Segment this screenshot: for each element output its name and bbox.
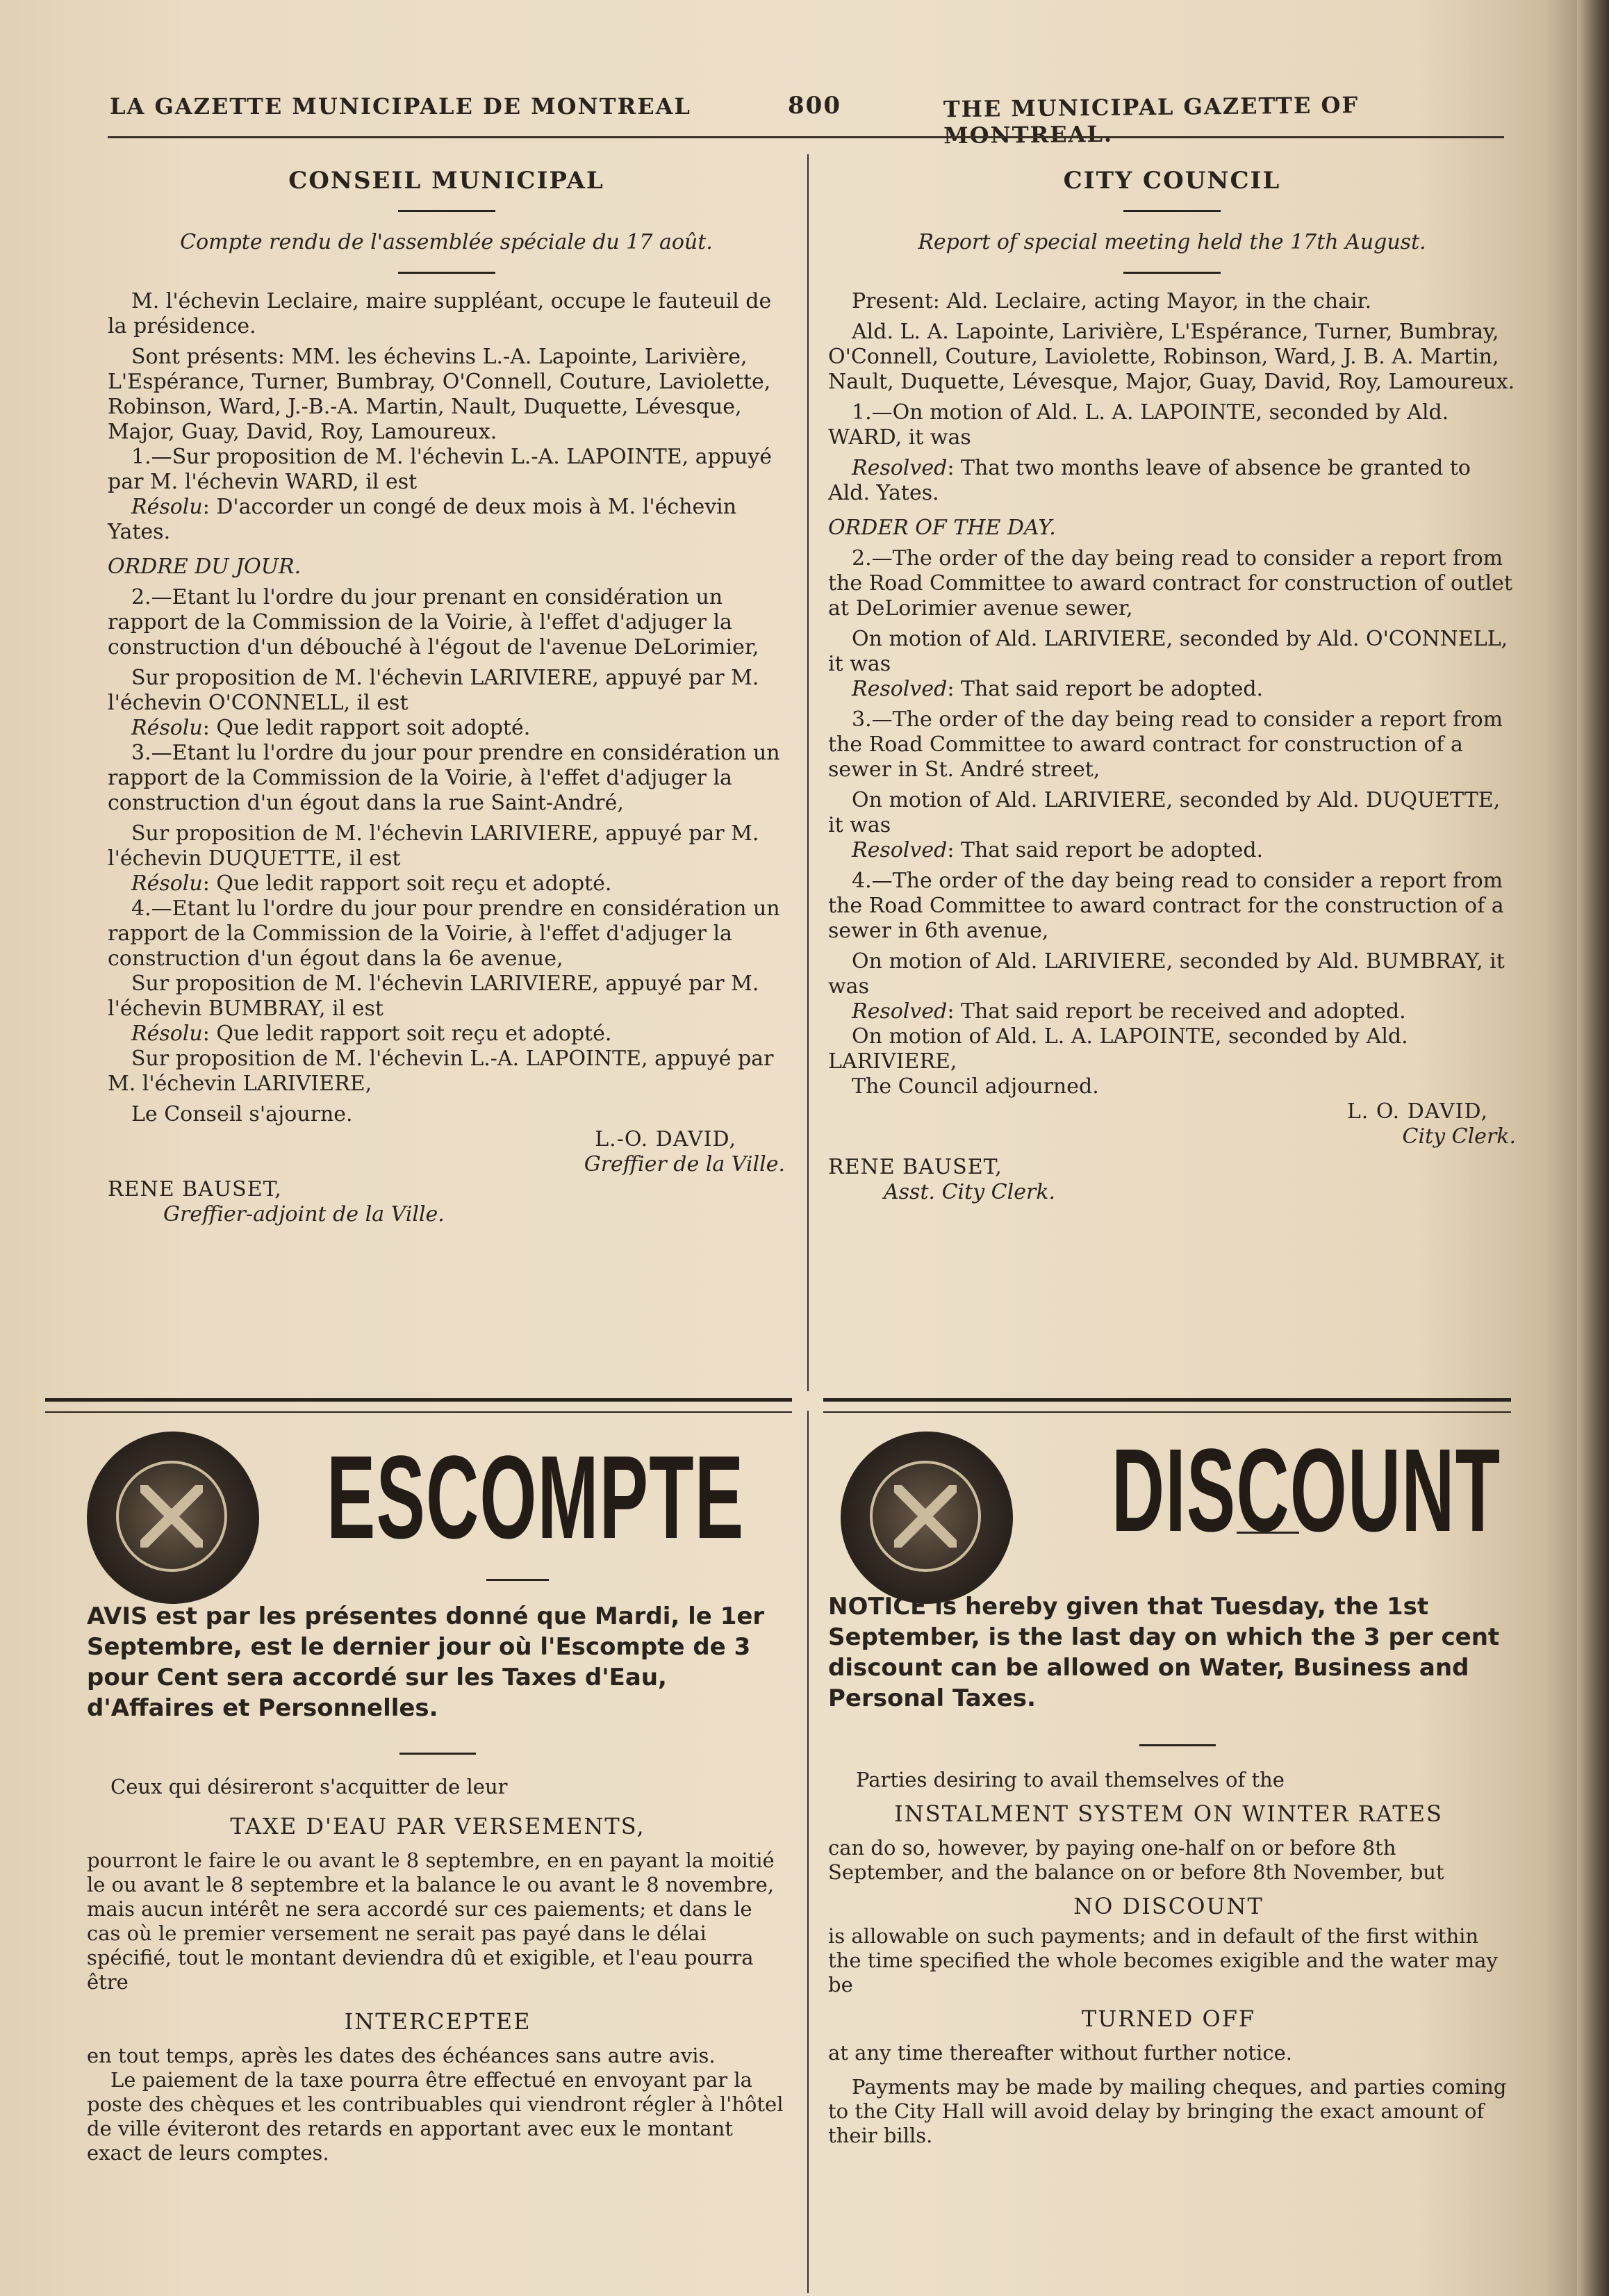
resolution — [108, 495, 785, 545]
paragraph: The Council adjourned. — [852, 1074, 1099, 1099]
signature-name: L. O. DAVID, — [1346, 1099, 1488, 1124]
escompte-body — [87, 1775, 789, 2165]
discount-body — [828, 1768, 1509, 2148]
header-rule — [108, 136, 1504, 138]
discount-notice: NOTICE is hereby given that Tuesday, the 1st September, is the last day on which the 3 per cent discount can be allowed on Water, Business and Personal Taxes. — [828, 1593, 1500, 1712]
resolution-label: Resolved — [852, 838, 948, 862]
resolution — [108, 716, 785, 741]
signature-title: Greffier-adjoint de la Ville. — [163, 1202, 445, 1227]
body-text: at any time thereafter without further notice. — [828, 2041, 1292, 2065]
section-divider-left — [45, 1398, 792, 1413]
paragraph: On motion of Ald. L. A. LAPOINTE, seconded by Ald. LARIVIERE, — [828, 1024, 1408, 1074]
resolution-text: : That two months leave of absence be granted to Ald. Yates. — [828, 456, 1471, 505]
section-divider-right — [823, 1398, 1511, 1413]
resolution-label: Resolved — [852, 677, 948, 701]
resolution — [108, 871, 785, 896]
paragraph: Present: Ald. Leclaire, acting Mayor, in the chair. — [852, 289, 1372, 313]
conseil-municipal-column — [108, 154, 785, 1227]
resolution-text: : D'accorder un congé de deux mois à M. l'échevin Yates. — [108, 495, 737, 544]
resolution-text: : That said report be received and adopted. — [947, 999, 1406, 1024]
resolution-text: : That said report be adopted. — [947, 677, 1264, 701]
body-text: is allowable on such payments; and in default of the first within the time specified the whole becomes exigible and the water may be — [828, 1924, 1498, 1996]
resolution-label: Resolved — [852, 999, 948, 1024]
paragraph: On motion of Ald. LARIVIERE, seconded by Ald. BUMBRAY, it was — [828, 949, 1505, 999]
city-council-column — [828, 154, 1516, 1205]
header-french-title: LA GAZETTE MUNICIPALE DE MONTREAL — [110, 93, 691, 120]
resolution-text: : That said report be adopted. — [947, 838, 1264, 862]
headline-rule — [1237, 1532, 1299, 1534]
page-number: 800 — [788, 92, 841, 120]
paragraph: 1.—Sur proposition de M. l'échevin L.-A. LAPOINTE, appuyé par M. l'échevin WARD, il est — [108, 445, 773, 494]
order-heading: ORDRE DU JOUR. — [108, 555, 302, 579]
paragraph: Ald. L. A. Lapointe, Larivière, L'Espérance, Turner, Bumbray, O'Connell, Couture, Laviolette, Robinson, Ward, J. B. A. Martin, Nault, Duquette, Lévesque, Major, Guay, David, Roy, Lamoureux. — [828, 320, 1515, 394]
signature-title: City Clerk. — [1402, 1124, 1516, 1149]
resolution-label: Résolu — [131, 871, 203, 896]
subheading: TAXE D'EAU PAR VERSEMENTS, — [230, 1813, 645, 1839]
body-text: pourront le faire le ou avant le 8 septembre, en en payant la moitié le ou avant le 8 septembre et la balance le ou avant le 8 novembre, mais aucun intérêt ne sera accordé sur ces paiements; et dans le cas où le premier versement ne serait pas payé dans le délai spécifié, tout le montant deviendra dû et exigible, et l'eau pourra être — [87, 1848, 775, 1994]
section-subtitle: Report of special meeting held the 17th August. — [918, 230, 1426, 254]
header-english-title: THE MUNICIPAL GAZETTE OF MONTREAL. — [943, 91, 1360, 149]
body-text: en tout temps, après les dates des échéances sans autre avis. — [87, 2044, 716, 2067]
intro-text: Ceux qui désireront s'acquitter de leur — [110, 1775, 508, 1798]
paragraph: On motion of Ald. LARIVIERE, seconded by Ald. O'CONNELL, it was — [828, 627, 1508, 676]
body-text: can do so, however, by paying one-half on or before 8th September, and the balance on or before 8th November, but — [828, 1836, 1444, 1884]
signature-title: Greffier de la Ville. — [584, 1152, 785, 1176]
paragraph: 4.—The order of the day being read to consider a report from the Road Committee to award contract for the construction of a sewer in 6th avenue, — [828, 869, 1504, 943]
resolution-text: : Que ledit rapport soit reçu et adopté. — [202, 1022, 612, 1046]
intro-text: Parties desiring to avail themselves of the — [856, 1768, 1285, 1791]
paragraph: 4.—Etant lu l'ordre du jour pour prendre en considération un rapport de la Commission de la Voirie, à l'effet d'adjuger la construction d'un égout dans la 6e avenue, — [108, 896, 780, 971]
order-heading: ORDER OF THE DAY. — [828, 516, 1056, 540]
paragraph: Sont présents: MM. les échevins L.-A. Lapointe, Larivière, L'Espérance, Turner, Bumbray, O'Connell, Couture, Laviolette, Robinson, Ward, J.-B.-A. Martin, Nault, Duquette, Lévesque, Major, Guay, David, Roy, Lamoureux. — [108, 345, 771, 444]
paragraph: 2.—The order of the day being read to consider a report from the Road Committee to award contract for construction of outlet at DeLorimier avenue sewer, — [828, 546, 1512, 621]
title-rule — [398, 210, 495, 212]
resolution-label: Resolved — [852, 456, 948, 480]
page-binding-shadow — [1577, 0, 1609, 2296]
paragraph: 2.—Etant lu l'ordre du jour prenant en considération un rapport de la Commission de la Voirie, à l'effet d'adjuger la construction d'un débouché à l'égout de l'avenue DeLorimier, — [108, 585, 759, 659]
body-text: Payments may be made by mailing cheques, and parties coming to the City Hall will avoid delay by bringing the exact amount of their bills. — [828, 2075, 1507, 2147]
resolution-label: Résolu — [131, 495, 203, 519]
paragraph: Sur proposition de M. l'échevin LARIVIERE, appuyé par M. l'échevin BUMBRAY, il est — [108, 971, 759, 1021]
subheading: INSTALMENT SYSTEM ON WINTER RATES — [894, 1801, 1443, 1827]
paragraph: Sur proposition de M. l'échevin LARIVIERE, appuyé par M. l'échevin O'CONNELL, il est — [108, 666, 759, 715]
escompte-headline: ESCOMPTE — [327, 1432, 745, 1564]
subheading: TURNED OFF — [1081, 2006, 1256, 2032]
escompte-notice: AVIS est par les présentes donné que Mardi, le 1er Septembre, est le dernier jour où l'Escompte de 3 pour Cent sera accordé sur les Taxes d'Eau, d'Affaires et Personnelles. — [87, 1602, 765, 1722]
resolution-text: : Que ledit rapport soit adopté. — [202, 716, 531, 740]
resolution — [108, 1022, 785, 1047]
subheading: NO DISCOUNT — [1073, 1893, 1264, 1919]
paragraph: 1.—On motion of Ald. L. A. LAPOINTE, seconded by Ald. WARD, it was — [828, 400, 1449, 450]
signature-name: RENE BAUSET, — [108, 1177, 282, 1202]
paragraph: 3.—Etant lu l'ordre du jour pour prendre en considération un rapport de la Commission de la Voirie, à l'effet d'adjuger la construction d'un égout dans la rue Saint-André, — [108, 741, 780, 815]
headline-rule — [486, 1579, 549, 1581]
paragraph: Le Conseil s'ajourne. — [131, 1102, 353, 1126]
paragraph: M. l'échevin Leclaire, maire suppléant, occupe le fauteuil de la présidence. — [108, 289, 772, 338]
title-rule — [1123, 210, 1221, 212]
signature-name: RENE BAUSET, — [828, 1155, 1002, 1179]
paragraph: Sur proposition de M. l'échevin L.-A. LAPOINTE, appuyé par M. l'échevin LARIVIERE, — [108, 1047, 774, 1096]
resolution-label: Résolu — [131, 1022, 203, 1046]
resolution — [828, 838, 1516, 863]
notice-rule — [1139, 1744, 1216, 1746]
city-seal-icon — [87, 1432, 259, 1604]
notice-rule — [399, 1753, 476, 1755]
paragraph: On motion of Ald. LARIVIERE, seconded by Ald. DUQUETTE, it was — [828, 788, 1501, 837]
resolution-text: : Que ledit rapport soit reçu et adopté. — [202, 871, 612, 896]
signature-title: Asst. City Clerk. — [884, 1180, 1056, 1204]
subheading: INTERCEPTEE — [344, 2008, 531, 2035]
column-separator-top — [807, 154, 809, 1391]
resolution — [828, 456, 1516, 506]
signature-name: L.-O. DAVID, — [595, 1127, 736, 1151]
paragraph: Sur proposition de M. l'échevin LARIVIERE, appuyé par M. l'échevin DUQUETTE, il est — [108, 821, 759, 871]
column-separator-bottom — [807, 1411, 809, 2293]
resolution — [828, 999, 1516, 1024]
section-title: CITY COUNCIL — [1063, 167, 1281, 195]
section-title: CONSEIL MUNICIPAL — [288, 167, 604, 195]
section-subtitle: Compte rendu de l'assemblée spéciale du 17 août. — [180, 230, 713, 254]
body-text: Le paiement de la taxe pourra être effectué en envoyant par la poste des chèques et les contribuables qui viendront régler à l'hôtel de ville éviteront des retards en apportant avec eux le montant exact de leurs comptes. — [87, 2068, 784, 2165]
city-seal-icon — [841, 1432, 1013, 1604]
resolution — [828, 677, 1516, 702]
page-header — [104, 88, 1508, 149]
resolution-label: Résolu — [131, 716, 203, 740]
discount-headline: DISCOUNT — [1112, 1425, 1501, 1557]
paragraph: 3.—The order of the day being read to consider a report from the Road Committee to award contract for construction of a sewer in St. André street, — [828, 707, 1503, 782]
